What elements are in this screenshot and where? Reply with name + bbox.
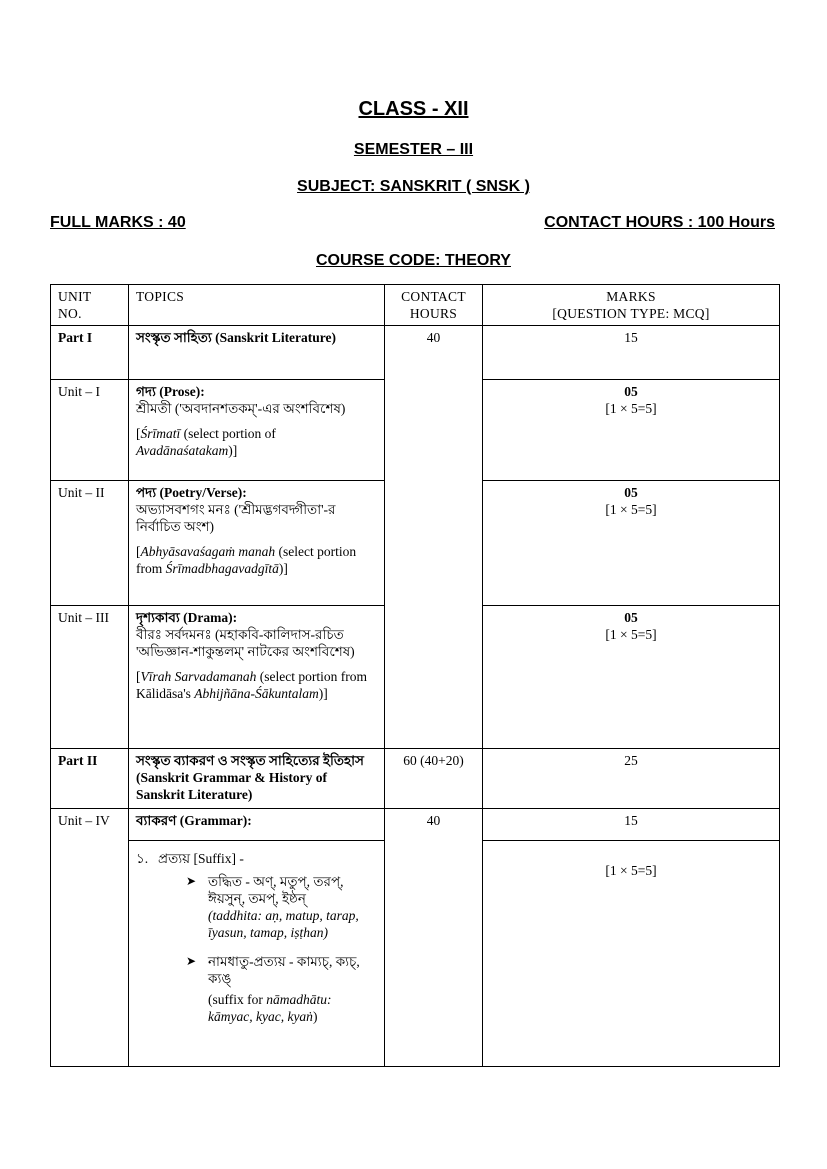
col-header-marks-line2: [QUESTION TYPE: MCQ]	[552, 306, 710, 321]
unit4-title-en: (Grammar):	[176, 813, 252, 828]
unit3-topic	[129, 606, 385, 749]
suffix-bullet-namadhatu	[136, 953, 377, 1025]
unit2-marks	[483, 481, 780, 606]
suffix-number: ১.	[136, 851, 149, 866]
unit3-line-bn: বীরঃ সর্বদমনঃ (মহাকবি-কালিদাস-রচিত 'অভিজ্ঞান-শাকুন্তলম্' নাটকের অংশবিশেষ)	[136, 627, 355, 659]
unit3-marks-value: 05	[624, 610, 638, 625]
unit2-title-bn: পদ্য	[136, 485, 157, 500]
taddhita-en: (taddhita: aṇ, matup, tarap, īyasun, tamap, iṣṭhan)	[208, 908, 359, 940]
unit3-label: Unit – III	[51, 606, 129, 749]
semester-heading: SEMESTER – III	[353, 141, 474, 158]
arrow-bullet-icon: ➤	[186, 874, 197, 888]
arrow-bullet-icon: ➤	[186, 954, 197, 968]
unit1-en-pre: [	[136, 426, 141, 441]
unit4-marks: 15	[483, 809, 780, 841]
unit2-label: Unit – II	[51, 481, 129, 606]
unit2-en-it2: Śrīmadbhagavadgītā	[165, 561, 279, 576]
part1-unit: Part I	[51, 326, 129, 380]
unit4-marks-detail-cell	[483, 841, 780, 1067]
suffix-label: প্রত্যয় [Suffix] -	[158, 851, 244, 866]
unit3-en-it2: Abhijñāna-Śākuntalam	[194, 686, 319, 701]
unit4-detail	[129, 841, 385, 1067]
part1-hours: 40	[385, 326, 483, 749]
namadhatu-en-it: nāmadhātu: kāmyac, kyac, kyaṅ	[208, 992, 332, 1024]
namadhatu-en-pre: (suffix for	[208, 992, 267, 1007]
unit1-label: Unit – I	[51, 380, 129, 481]
unit1-topic	[129, 380, 385, 481]
table-row-part1	[51, 326, 780, 380]
part1-topic-bn: সংস্কৃত সাহিত্য	[136, 330, 212, 345]
part1-marks: 15	[483, 326, 780, 380]
part2-unit: Part II	[51, 749, 129, 809]
unit3-en-it1: Vīrah Sarvadamanah	[140, 669, 257, 684]
unit1-marks-value: 05	[624, 384, 638, 399]
unit4-marks-detail: [1 × 5=5]	[605, 863, 657, 878]
unit1-line-en	[136, 425, 377, 459]
unit2-line-bn: অভ্যাসবশগং মনঃ ('শ্রীমদ্ভগবদ্গীতা'-র নির্বাচিত অংশ)	[136, 502, 336, 534]
unit1-title	[136, 383, 377, 400]
taddhita-bn: তদ্ধিত - অণ্‌, মতুপ্‌, তরপ্‌, ঈয়সুন্‌, তমপ্‌, ইষ্ঠন্‌	[208, 874, 344, 906]
table-header-row	[51, 285, 780, 326]
col-header-hours-line1: CONTACT	[401, 289, 466, 304]
unit3-en-pre: [	[136, 669, 141, 684]
unit1-en-it2: Avadānaśatakam	[136, 443, 229, 458]
course-code: COURSE CODE: THEORY	[316, 252, 511, 269]
unit2-marks-value: 05	[624, 485, 638, 500]
unit2-marks-detail: [1 × 5=5]	[605, 502, 657, 517]
unit4-title-bn: ব্যাকরণ	[136, 813, 177, 828]
unit2-en-pre: [	[136, 544, 141, 559]
unit2-en-mid: (select portion from	[136, 544, 357, 576]
unit3-en-mid: (select portion from Kālidāsa's	[136, 669, 367, 701]
unit2-title	[136, 484, 377, 501]
contact-hours: CONTACT HOURS : 100 Hours	[544, 214, 775, 231]
part2-hours: 60 (40+20)	[385, 749, 483, 809]
unit3-line-en	[136, 668, 377, 702]
unit1-en-it1: Śrīmatī	[140, 426, 181, 441]
suffix-bullet-taddhita	[136, 873, 377, 941]
col-header-unit-line1: UNIT	[58, 289, 92, 304]
col-header-unit	[51, 285, 129, 326]
syllabus-table	[50, 284, 780, 1067]
namadhatu-bn: নামধাতু-প্রত্যয় - কাম্যচ্‌, ক্যচ্‌, ক্যঙ্	[208, 954, 360, 986]
unit1-en-post: )]	[228, 443, 238, 458]
unit2-title-en: (Poetry/Verse):	[156, 485, 247, 500]
col-header-hours	[385, 285, 483, 326]
unit1-title-bn: গদ্য	[136, 384, 156, 399]
unit3-title-en: (Drama):	[179, 610, 238, 625]
unit2-line-en	[136, 543, 377, 577]
col-header-topics: TOPICS	[129, 285, 385, 326]
part2-topic-en: (Sanskrit Grammar & History of Sanskrit Literature)	[136, 770, 327, 802]
unit1-marks-detail: [1 × 5=5]	[605, 401, 657, 416]
unit4-title	[129, 809, 385, 841]
unit4-label: Unit – IV	[51, 809, 129, 1067]
unit1-marks	[483, 380, 780, 481]
unit1-en-mid: (select portion of	[180, 426, 276, 441]
namadhatu-en	[208, 991, 377, 1025]
unit2-topic	[129, 481, 385, 606]
part1-topic	[129, 326, 385, 380]
unit3-title	[136, 609, 377, 626]
namadhatu-en-post: )	[312, 1009, 318, 1024]
col-header-marks-line1: MARKS	[606, 289, 656, 304]
unit3-marks	[483, 606, 780, 749]
unit2-en-it1: Abhyāsavaśagaṁ manah	[140, 544, 276, 559]
full-marks: FULL MARKS : 40	[50, 214, 186, 231]
subject-heading: SUBJECT: SANSKRIT ( SNSK )	[297, 178, 530, 195]
col-header-hours-line2: HOURS	[409, 306, 458, 321]
part2-topic-bn: সংস্কৃত ব্যাকরণ ও সংস্কৃত সাহিত্যের ইতিহাস	[136, 753, 364, 768]
class-title: CLASS - XII	[358, 98, 469, 120]
unit2-en-post: )]	[278, 561, 288, 576]
unit3-marks-detail: [1 × 5=5]	[605, 627, 657, 642]
unit1-title-en: (Prose):	[155, 384, 205, 399]
table-row-unit4	[51, 809, 780, 841]
unit3-en-post: )]	[318, 686, 328, 701]
part2-marks: 25	[483, 749, 780, 809]
suffix-item	[136, 850, 377, 867]
unit3-title-bn: দৃশ্যকাব্য	[136, 610, 180, 625]
col-header-unit-line2: NO.	[58, 306, 82, 321]
col-header-marks	[483, 285, 780, 326]
table-row-part2	[51, 749, 780, 809]
part1-topic-en: (Sanskrit Literature)	[211, 330, 337, 345]
unit4-hours: 40	[385, 809, 483, 1067]
part2-topic	[129, 749, 385, 809]
unit1-line-bn: শ্রীমতী ('অবদানশতকম্'-এর অংশবিশেষ)	[136, 401, 346, 416]
